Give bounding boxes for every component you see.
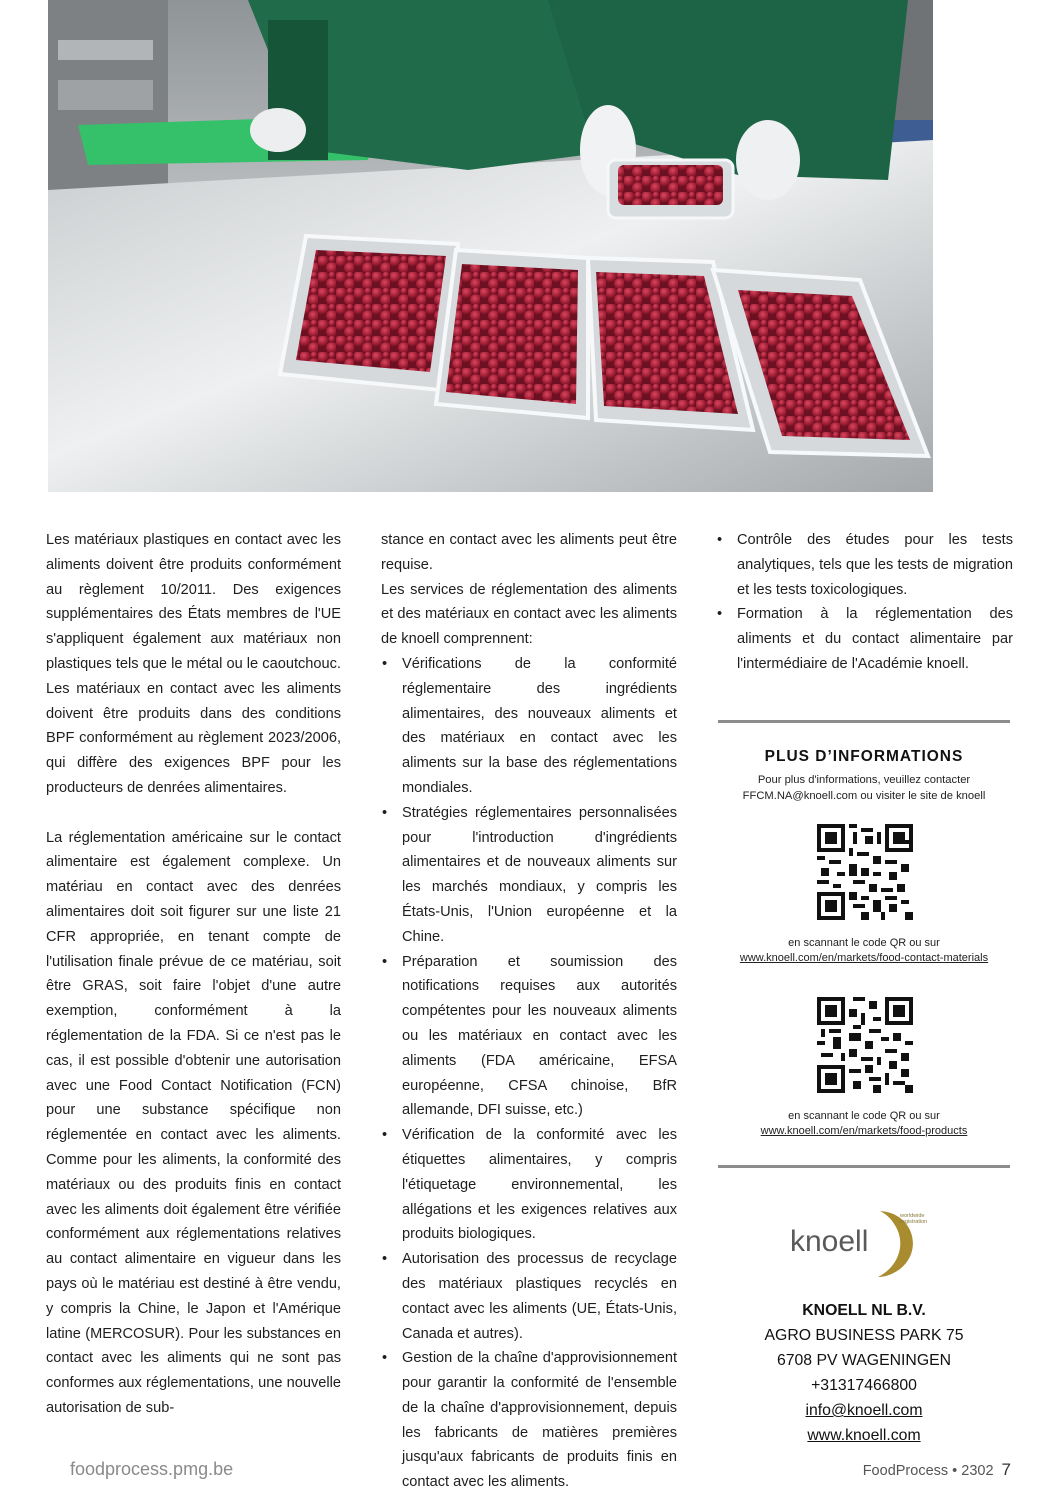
list-item: • Formation à la réglementation des aliments et du contact alimentaire par l'intermédiaire de l'Académie knoell. [716,602,1013,676]
phone-number: +31317466800 [811,1377,917,1394]
knoell-logo [788,1205,928,1280]
services-list [381,652,677,1495]
footer-site-url[interactable]: foodprocess.pmg.be [70,1459,234,1479]
article-column-3 [716,528,1013,677]
scan-text-2: en scannant le code QR ou sur [788,1110,940,1122]
address-city: 6708 PV WAGENINGEN [776,1352,952,1369]
logo-tagline-2: registration [900,1219,928,1225]
list-item: • Stratégies réglementaires personnalisées pour l'introduction d'ingrédients alimentaires et de nouveaux aliments sur les marchés mondiaux, y compris les États-Unis, l'Union européenne et la Chine. [381,801,677,950]
link-food-contact-materials[interactable]: www.knoell.com/en/markets/food-contact-materials [739,952,989,964]
company-name: KNOELL NL B.V. [802,1302,926,1319]
qr-caption-2 [718,1109,1010,1139]
footer-issue-label: FoodProcess • 2302 [862,1463,994,1479]
list-item: • Gestion de la chaîne d'approvisionnement pour garantir la conformité de l'ensemble de la chaîne d'approvisionnement, depuis les fabricants de matières premières jusqu'aux fabricants de produits finis en contact avec les aliments. [381,1346,677,1495]
more-info-text [718,773,1010,804]
paragraph-us-regulation: La réglementation américaine sur le contact alimentaire est également complexe. Un matériau en contact avec des denrées alimentaires doit soit figurer sur une liste 21 CFR appropriée, en tenant compte de l'utilisation finale prévue de ce matériau, soit être GRAS, soit faire l'objet d'une autre exemption, conformément à la réglementation de la FDA. Si ce n'est pas le cas, il est possible d'obtenir une autorisation avec une Food Contact Notification (FCN) pour une substance spécifique non réglementée en contact avec les aliments. Comme pour les aliments, la conformité des matériaux ou des produits finis en contact avec les aliments doit également être vérifiée conformément aux réglementations relatives au contact alimentaire en vigueur dans les pays où le matériau est destiné à être vendu, y compris la Chine, le Japon et l'Amérique latine (MERCOSUR). Pour les substances en contact avec les aliments qui ne sont pas conformes aux réglementations, une nouvelle autorisation de sub- [46,829,341,1416]
more-info-email-line[interactable]: FFCM.NA@knoell.com ou visiter le site de knoell [742,789,986,802]
website-link[interactable]: www.knoell.com [807,1427,921,1444]
paragraph-continuation: stance en contact avec les aliments peut être requise. [381,532,677,573]
article-column-1 [46,528,341,1421]
divider-top [718,720,1010,723]
divider-bottom [718,1165,1010,1168]
link-food-products[interactable]: www.knoell.com/en/markets/food-products [760,1125,968,1137]
page-number: 7 [1001,1460,1011,1479]
address-street: AGRO BUSINESS PARK 75 [764,1327,964,1344]
list-item: • Autorisation des processus de recyclage des matériaux plastiques recyclés en contact avec les aliments (UE, États-Unis, Canada et autres). [381,1247,677,1346]
list-item: • Contrôle des études pour les tests analytiques, tels que les tests de migration et les tests toxicologiques. [716,528,1013,602]
footer-issue [863,1460,1011,1480]
logo-wordmark: knoell [790,1225,869,1258]
logo-tagline-1: worldwide [900,1213,925,1219]
qr-code-food-contact[interactable] [817,824,913,920]
company-address [718,1298,1010,1448]
raspberry-packing-photo [48,0,933,492]
qr-code-food-products[interactable] [817,997,913,1093]
more-info-title: PLUS D’INFORMATIONS [764,748,964,765]
email-link[interactable]: info@knoell.com [805,1402,923,1419]
hero-photo [48,0,933,492]
scan-text-1: en scannant le code QR ou sur [788,937,940,949]
qr-caption-1 [718,936,1010,966]
paragraph-eu-plastics: Les matériaux plastiques en contact avec les aliments doivent être produits conformément au règlement 10/2011. Des exigences supplémentaires des États membres de l'UE s'appliquent également aux matériaux non plastiques tels que le métal ou le caoutchouc. Les matériaux en contact avec les aliments doivent être produits dans des conditions BPF conformément au règlement 2023/2006, qui diffère des exigences BPF pour les producteurs de denrées alimentaires. [46,532,341,796]
article-column-2 [381,528,677,1495]
list-item: • Préparation et soumission des notifications requises aux autorités compétentes pour les nouveaux aliments ou les matériaux en contact avec les aliments (FDA américaine, EFSA européenne, CFSA chinoise, BfR allemande, DFI suisse, etc.) [381,950,677,1124]
list-item: • Vérification de la conformité avec les étiquettes alimentaires, y compris l'étiquetage environnemental, les allégations et les exigences relatives aux produits biologiques. [381,1123,677,1247]
paragraph-services-intro: Les services de réglementation des aliments et des matériaux en contact avec les aliments de knoell comprennent: [381,581,677,648]
services-list-continued [716,528,1013,677]
list-item: • Vérifications de la conformité réglementaire des ingrédients alimentaires, des nouveaux aliments et des matériaux en contact avec les aliments sur la base des réglementations mondiales. [381,652,677,801]
more-info-line-1: Pour plus d'informations, veuillez contacter [757,774,971,786]
